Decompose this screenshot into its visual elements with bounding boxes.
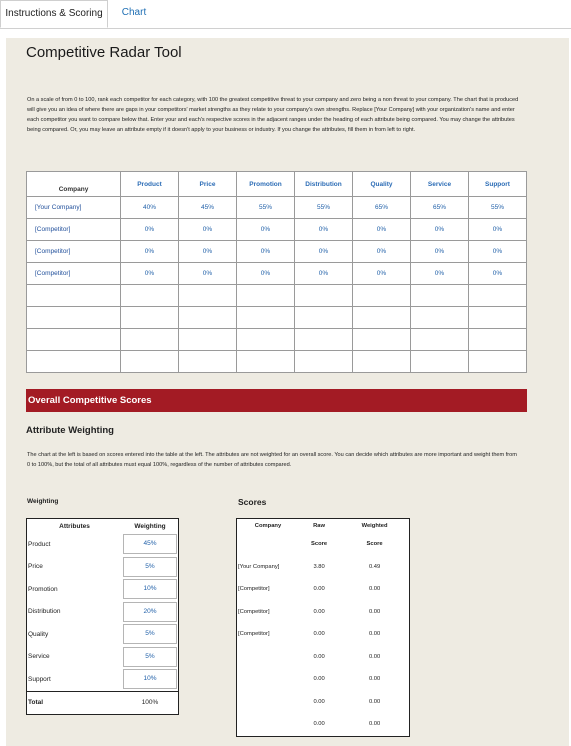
scores-table: [236, 518, 410, 737]
score-cell[interactable]: 55%: [469, 197, 527, 219]
raw-score: 0.00: [313, 631, 325, 638]
score-company: [Competitor]: [238, 608, 270, 615]
weighted-score: 0.00: [368, 631, 381, 638]
weighting-column-header: Weighting: [134, 522, 166, 530]
empty-cell[interactable]: [411, 285, 469, 307]
weighted-score: 0.00: [368, 653, 381, 660]
attribute-header[interactable]: Quality: [353, 172, 411, 197]
table-row: [237, 623, 410, 646]
raw-score: 0.00: [313, 721, 325, 728]
weight-input[interactable]: 20%: [123, 602, 177, 622]
score-cell[interactable]: 0%: [353, 241, 411, 263]
empty-cell[interactable]: [179, 307, 237, 329]
empty-cell[interactable]: [27, 307, 121, 329]
empty-cell[interactable]: [237, 351, 295, 373]
attribute-header[interactable]: Service: [411, 172, 469, 197]
overall-scores-banner: Overall Competitive Scores: [26, 389, 527, 412]
empty-cell[interactable]: [121, 285, 179, 307]
empty-row: [27, 307, 527, 329]
table-row: [27, 263, 527, 285]
attribute-name: Support: [28, 675, 51, 683]
score-cell[interactable]: 0%: [295, 263, 353, 285]
score-cell[interactable]: 0%: [237, 263, 295, 285]
table-row: [27, 668, 179, 691]
score-cell[interactable]: 0%: [121, 241, 179, 263]
score-company: [Competitor]: [238, 586, 270, 593]
attribute-name: Promotion: [28, 585, 58, 593]
table-row: [27, 578, 179, 601]
empty-cell[interactable]: [411, 329, 469, 351]
company-column-header: Company: [27, 172, 121, 197]
table-row: [237, 601, 410, 624]
score-cell[interactable]: 0%: [353, 263, 411, 285]
total-label: Total: [27, 691, 123, 714]
score-cell[interactable]: 0%: [179, 241, 237, 263]
table-row: [27, 241, 527, 263]
weight-input[interactable]: 5%: [123, 557, 177, 577]
raw-score: 0.00: [313, 608, 325, 615]
page-title: Competitive Radar Tool: [26, 44, 182, 61]
empty-cell[interactable]: [295, 285, 353, 307]
empty-cell[interactable]: [27, 351, 121, 373]
empty-cell[interactable]: [411, 351, 469, 373]
attribute-header[interactable]: Price: [179, 172, 237, 197]
weight-input[interactable]: 10%: [123, 669, 177, 689]
table-row: [237, 556, 410, 579]
empty-cell[interactable]: [295, 351, 353, 373]
weighted-column-header: Weighted: [361, 523, 388, 529]
weighted-score: 0.00: [368, 586, 381, 593]
empty-cell[interactable]: [121, 307, 179, 329]
empty-cell[interactable]: [121, 351, 179, 373]
score-cell[interactable]: 0%: [295, 219, 353, 241]
company-name-cell[interactable]: [Competitor]: [27, 241, 121, 263]
raw-score: 0.00: [313, 676, 325, 683]
score-cell[interactable]: 0%: [295, 241, 353, 263]
score-company: [Competitor]: [238, 631, 270, 638]
attribute-header[interactable]: Product: [121, 172, 179, 197]
attribute-name: Product: [28, 540, 51, 548]
weighting-header-row: [27, 519, 179, 534]
score-cell[interactable]: 65%: [353, 197, 411, 219]
weight-input[interactable]: 45%: [123, 534, 177, 554]
empty-cell[interactable]: [237, 329, 295, 351]
empty-cell[interactable]: [295, 329, 353, 351]
tab-instructions-scoring[interactable]: Instructions & Scoring: [0, 0, 108, 28]
total-row: [27, 691, 179, 714]
score-cell[interactable]: 55%: [295, 197, 353, 219]
empty-cell[interactable]: [27, 329, 121, 351]
raw-score: 0.00: [313, 586, 325, 593]
empty-cell[interactable]: [237, 307, 295, 329]
raw-score: 3.80: [313, 563, 325, 570]
total-value: 100%: [122, 691, 179, 714]
score-company: [237, 713, 299, 736]
empty-row: [27, 285, 527, 307]
weighting-description: The chart at the left is based on scores entered into the table at the left. The attributes are not weighted for an overall score. You can decide which attributes are more important and weight them from 0 to 100%, but the total of all attributes must equal 100%, regardless of the number of attributes compared.: [27, 452, 517, 468]
tab-chart[interactable]: Chart: [121, 7, 147, 18]
score-cell[interactable]: 0%: [121, 219, 179, 241]
score-cell[interactable]: 0%: [469, 263, 527, 285]
table-row: [27, 197, 527, 219]
empty-cell[interactable]: [353, 307, 411, 329]
raw-score: 0.00: [313, 653, 325, 660]
empty-cell[interactable]: [353, 285, 411, 307]
table-row: [27, 646, 179, 669]
competitor-table: [26, 171, 527, 373]
table-row: [27, 533, 179, 556]
empty-cell[interactable]: [469, 307, 527, 329]
weight-input[interactable]: 10%: [123, 579, 177, 599]
score-cell[interactable]: 0%: [121, 263, 179, 285]
score-cell[interactable]: 0%: [411, 241, 469, 263]
attribute-name: Quality: [28, 630, 49, 638]
attribute-name: Service: [28, 653, 50, 661]
weighted-score: 0.00: [368, 698, 381, 705]
table-row: [237, 668, 410, 691]
empty-cell[interactable]: [179, 351, 237, 373]
table-row: [27, 623, 179, 646]
instructions-text: On a scale of from 0 to 100, rank each competitor for each category, with 100 the greatest competitive threat to your company and zero being a non threat to your company. The chart that is produced will give you an idea of where there are gaps in your competitors' market strengths as they relate to your company's own strengths. Replace [Your Company] with your organization's name and enter each competitor you want to compare below that. Enter your and each's respective scores in the adjacent ranges under the heading of each attribute being compared. You may change the attributes being compared. Or, you may leave an attribute empty if it doesn't apply to your business or industry. If you change the attributes, fill them in from left to right.: [27, 97, 519, 133]
score-cell[interactable]: 0%: [411, 263, 469, 285]
weighted-score: 0.49: [368, 563, 381, 570]
score-cell[interactable]: 55%: [237, 197, 295, 219]
weighted-score-subheader: Score: [366, 541, 383, 548]
weighting-table: [26, 518, 179, 715]
attribute-weighting-heading: Attribute Weighting: [26, 425, 114, 436]
weighting-label: Weighting: [27, 498, 59, 505]
empty-cell[interactable]: [469, 329, 527, 351]
table-row: [237, 646, 410, 669]
table-header-row: [27, 172, 527, 197]
score-cell[interactable]: 0%: [469, 241, 527, 263]
empty-cell[interactable]: [27, 285, 121, 307]
score-cell[interactable]: 65%: [411, 197, 469, 219]
company-name-cell[interactable]: [Competitor]: [27, 219, 121, 241]
weight-input[interactable]: 5%: [123, 647, 177, 667]
tab-bar: [0, 0, 571, 29]
attribute-name: Distribution: [28, 608, 61, 616]
score-company: [237, 668, 299, 691]
table-row: [27, 556, 179, 579]
raw-score: 0.00: [313, 698, 325, 705]
empty-cell[interactable]: [469, 285, 527, 307]
empty-cell[interactable]: [179, 285, 237, 307]
score-cell[interactable]: 0%: [179, 219, 237, 241]
scores-label: Scores: [238, 497, 267, 507]
company-column-header: Company: [254, 523, 282, 529]
table-row: [27, 219, 527, 241]
empty-cell[interactable]: [353, 329, 411, 351]
attribute-header[interactable]: Promotion: [237, 172, 295, 197]
score-company: [237, 646, 299, 669]
empty-cell[interactable]: [179, 329, 237, 351]
raw-score-subheader: Score: [311, 541, 328, 548]
score-cell[interactable]: 0%: [179, 263, 237, 285]
raw-column-header: Raw: [313, 523, 326, 529]
score-cell[interactable]: 40%: [121, 197, 179, 219]
weighted-score: 0.00: [368, 676, 381, 683]
company-name-cell[interactable]: [Competitor]: [27, 263, 121, 285]
empty-cell[interactable]: [353, 351, 411, 373]
attributes-column-header: Attributes: [59, 522, 90, 530]
attribute-name: Price: [28, 563, 43, 571]
score-cell[interactable]: 0%: [469, 219, 527, 241]
table-row: [237, 713, 410, 736]
score-company: [Your Company]: [238, 563, 280, 570]
empty-cell[interactable]: [295, 307, 353, 329]
weighted-score: 0.00: [368, 608, 381, 615]
weight-input[interactable]: 5%: [123, 624, 177, 644]
score-cell[interactable]: 0%: [237, 219, 295, 241]
score-cell[interactable]: 0%: [237, 241, 295, 263]
score-cell[interactable]: 0%: [411, 219, 469, 241]
attribute-header[interactable]: Support: [469, 172, 527, 197]
empty-cell[interactable]: [411, 307, 469, 329]
company-name-cell[interactable]: [Your Company]: [27, 197, 121, 219]
empty-row: [27, 351, 527, 373]
empty-cell[interactable]: [469, 351, 527, 373]
table-row: [237, 578, 410, 601]
empty-cell[interactable]: [121, 329, 179, 351]
score-cell[interactable]: 45%: [179, 197, 237, 219]
scores-subheader-row: [237, 533, 410, 556]
weighted-score: 0.00: [368, 721, 381, 728]
table-row: [237, 691, 410, 714]
score-cell[interactable]: 0%: [353, 219, 411, 241]
scores-header-row: [237, 519, 410, 534]
empty-row: [27, 329, 527, 351]
attribute-header[interactable]: Distribution: [295, 172, 353, 197]
table-row: [27, 601, 179, 624]
empty-cell[interactable]: [237, 285, 295, 307]
score-company: [237, 691, 299, 714]
